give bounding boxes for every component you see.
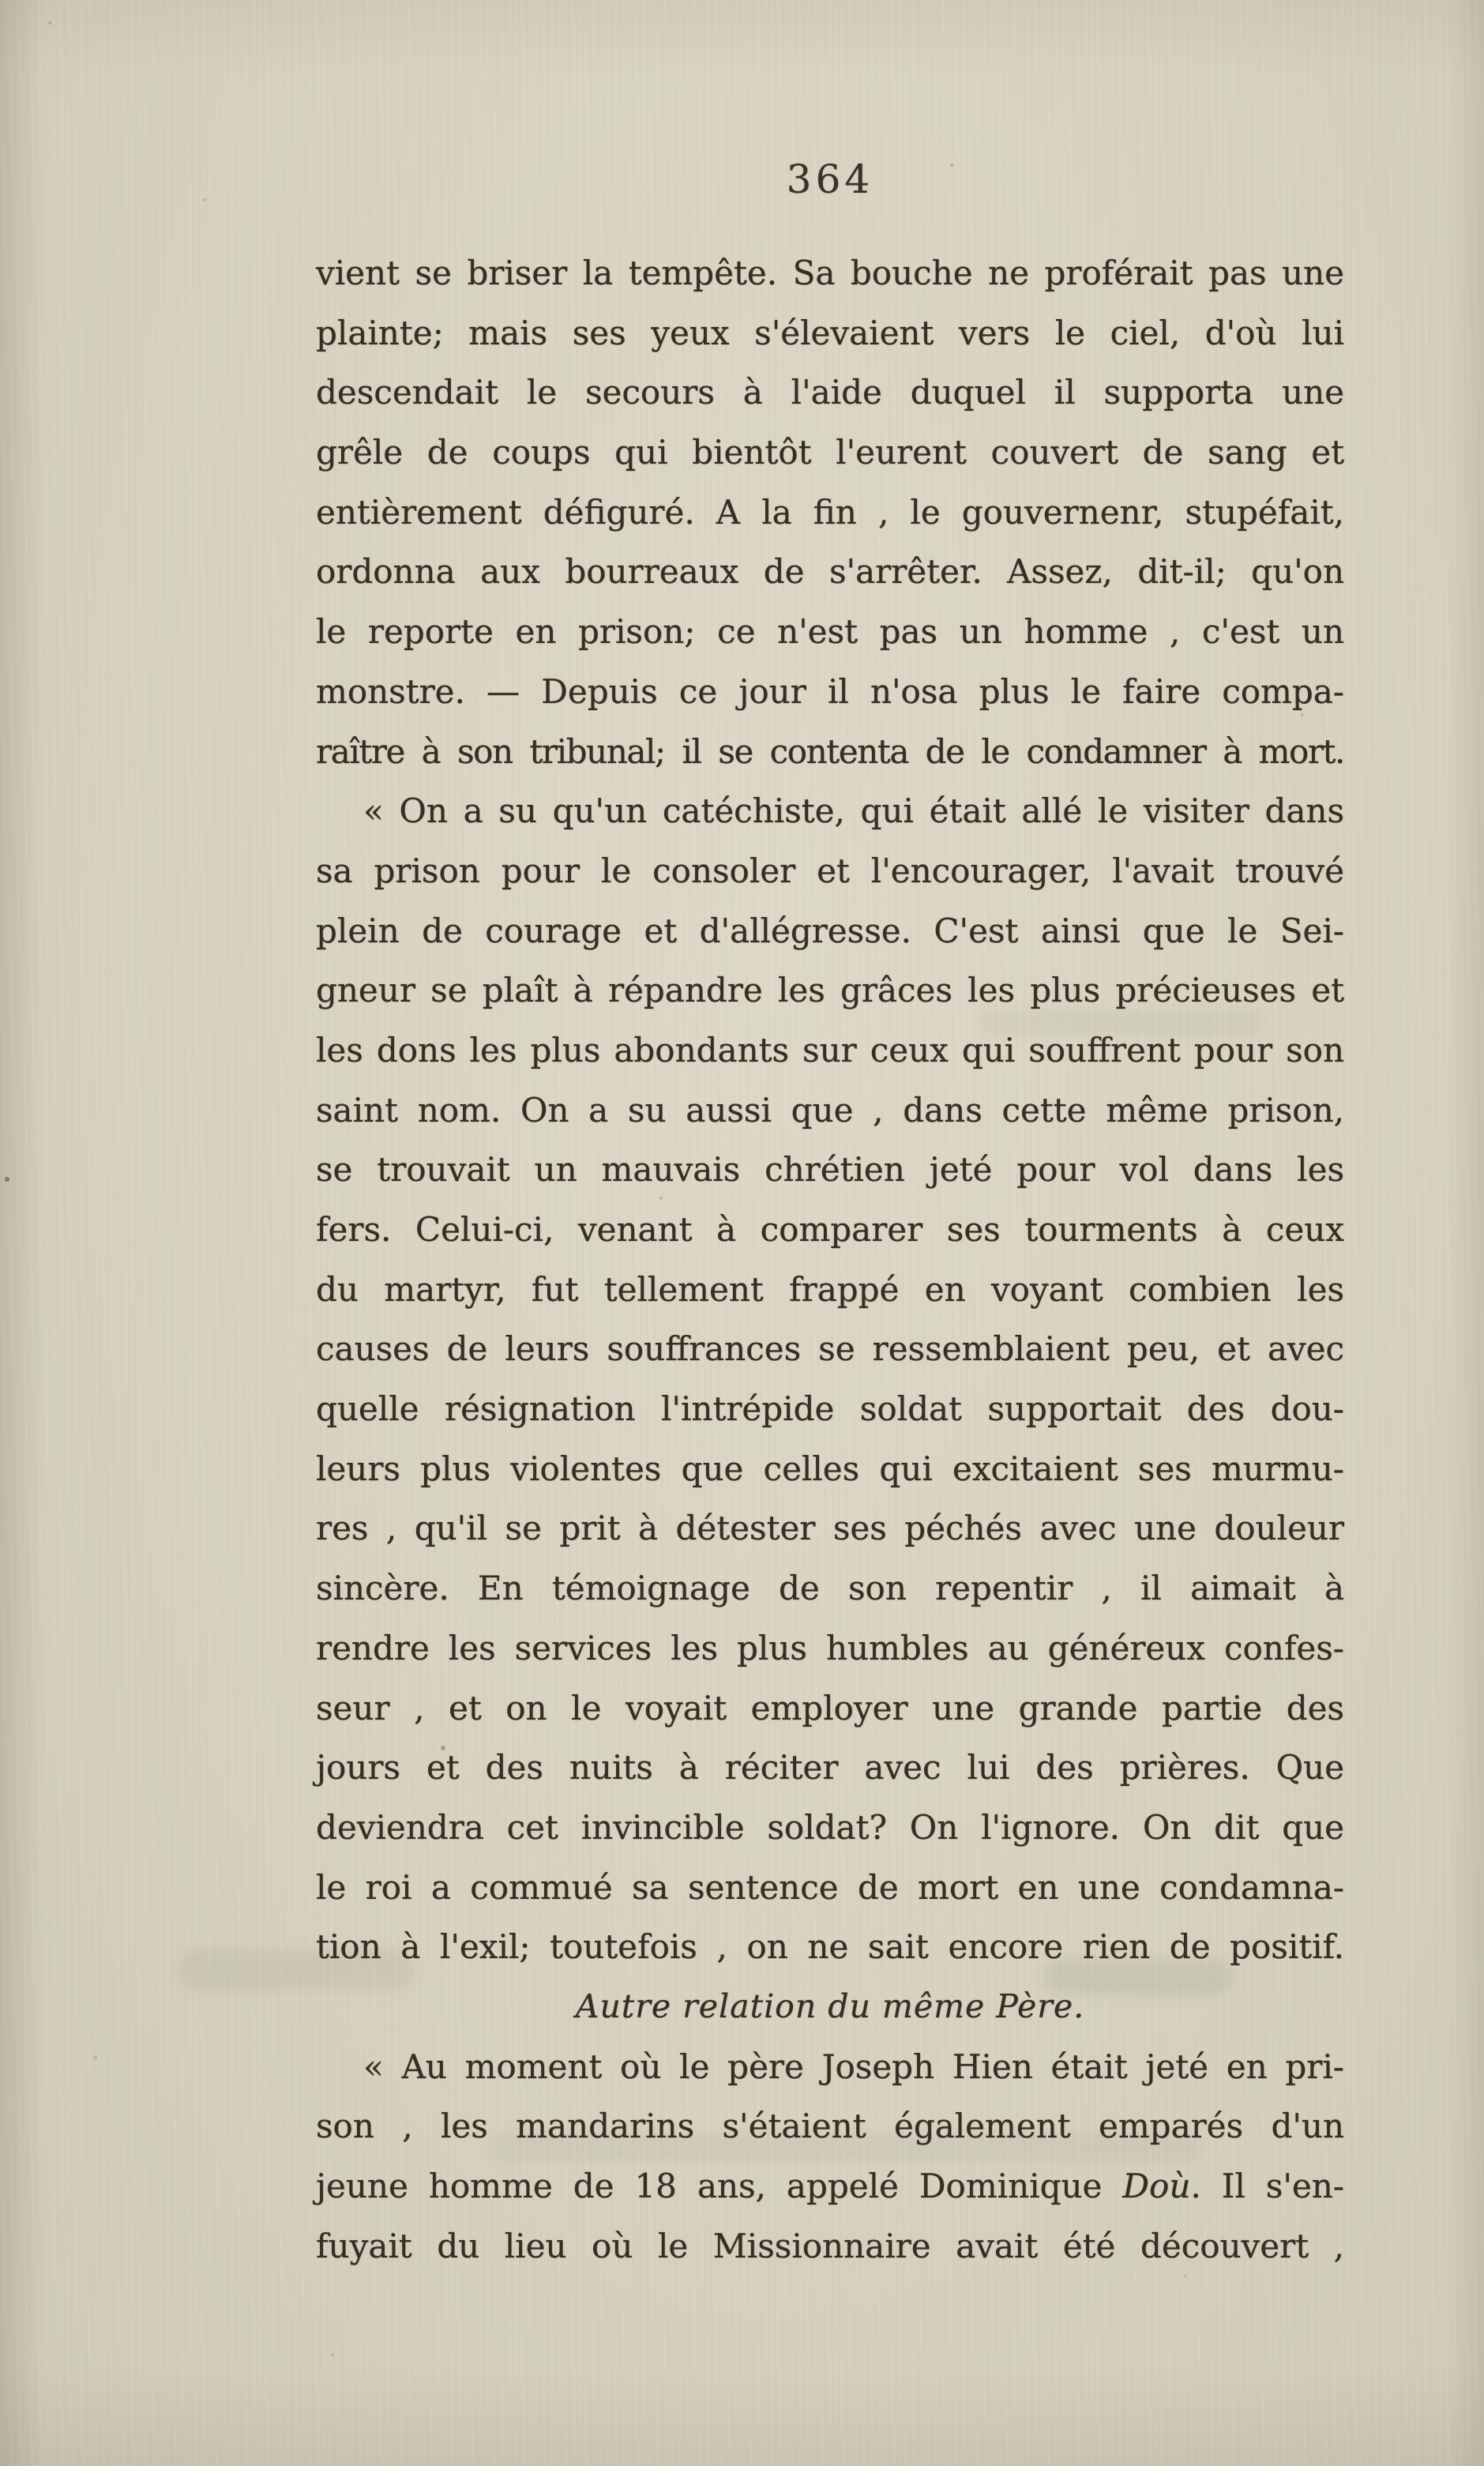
text-line: raître à son tribunal; il se contenta de le condamner à mort. — [316, 731, 1344, 771]
text-line — [316, 2156, 1344, 2216]
text-line: descendait le secours à l'aide duquel il supporta une — [316, 373, 1344, 412]
text-segment: jeune homme de 18 ans, appelé Dominique — [316, 2167, 1123, 2205]
text-line: « Au moment où le père Joseph Hien était jeté en pri- — [363, 2047, 1344, 2086]
italic-name-segment: Doù — [1122, 2167, 1191, 2205]
text-line: plainte; mais ses yeux s'élevaient vers le ciel, d'où lui — [316, 313, 1344, 352]
text-line: grêle de coups qui bientôt l'eurent couvert de sang et — [316, 433, 1344, 472]
text-line: entièrement défiguré. A la fin , le gouvernenr, stupéfait, — [316, 492, 1344, 532]
text-line: se trouvait un mauvais chrétien jeté pour vol dans les — [316, 1150, 1344, 1190]
scan-speck-artifacts — [0, 0, 2, 2]
text-segment: . Il s'en- — [1190, 2167, 1344, 2205]
section-heading: Autre relation du même Père. — [575, 1987, 1085, 2025]
text-line: sa prison pour le consoler et l'encourager, l'avait trouvé — [316, 851, 1344, 890]
text-line: le roi a commué sa sentence de mort en une condamna- — [316, 1867, 1344, 1907]
text-line: vient se briser la tempête. Sa bouche ne proférait pas une — [316, 254, 1344, 292]
text-line: causes de leurs souffrances se ressemblaient peu, et avec — [316, 1329, 1344, 1369]
text-line: fuyait du lieu où le Missionnaire avait été découvert , — [316, 2226, 1344, 2265]
text-line: ordonna aux bourreaux de s'arrêter. Assez, dit-il; qu'on — [316, 552, 1344, 592]
text-line: les dons les plus abondants sur ceux qui souffrent pour son — [316, 1030, 1344, 1069]
text-line: le reporte en prison; ce n'est pas un homme , c'est un — [316, 612, 1344, 652]
text-line: leurs plus violentes que celles qui excitaient ses murmu- — [316, 1449, 1344, 1488]
text-line: plein de courage et d'allégresse. C'est ainsi que le Sei- — [316, 911, 1344, 950]
text-line: tion à l'exil; toutefois , on ne sait encore rien de positif. — [316, 1927, 1344, 1967]
text-block — [316, 243, 1344, 2276]
text-line: seur , et on le voyait employer une grande partie des — [316, 1688, 1344, 1727]
text-line: quelle résignation l'intrépide soldat supportait des dou- — [316, 1389, 1344, 1429]
text-line: du martyr, fut tellement frappé en voyant combien les — [316, 1269, 1344, 1309]
text-line: res , qu'il se prit à détester ses péchés avec une douleur — [316, 1509, 1344, 1548]
text-line: jours et des nuits à réciter avec lui des prières. Que — [316, 1748, 1344, 1787]
text-line: monstre. — Depuis ce jour il n'osa plus le faire compa- — [316, 671, 1344, 711]
text-line: son , les mandarins s'étaient également emparés d'un — [316, 2107, 1344, 2146]
text-line: gneur se plaît à répandre les grâces les plus précieuses et — [316, 971, 1344, 1010]
text-line: sincère. En témoignage de son repentir , il aimait à — [316, 1569, 1344, 1608]
text-line: deviendra cet invincible soldat? On l'ignore. On dit que — [316, 1807, 1344, 1847]
text-line: saint nom. On a su aussi que , dans cette même prison, — [316, 1090, 1344, 1130]
text-line: rendre les services les plus humbles au généreux confes- — [316, 1628, 1344, 1667]
page-number: 364 — [786, 156, 874, 202]
text-line: « On a su qu'un catéchiste, qui était allé le visiter dans — [363, 791, 1344, 831]
text-line: fers. Celui-ci, venant à comparer ses tourments à ceux — [316, 1210, 1344, 1249]
